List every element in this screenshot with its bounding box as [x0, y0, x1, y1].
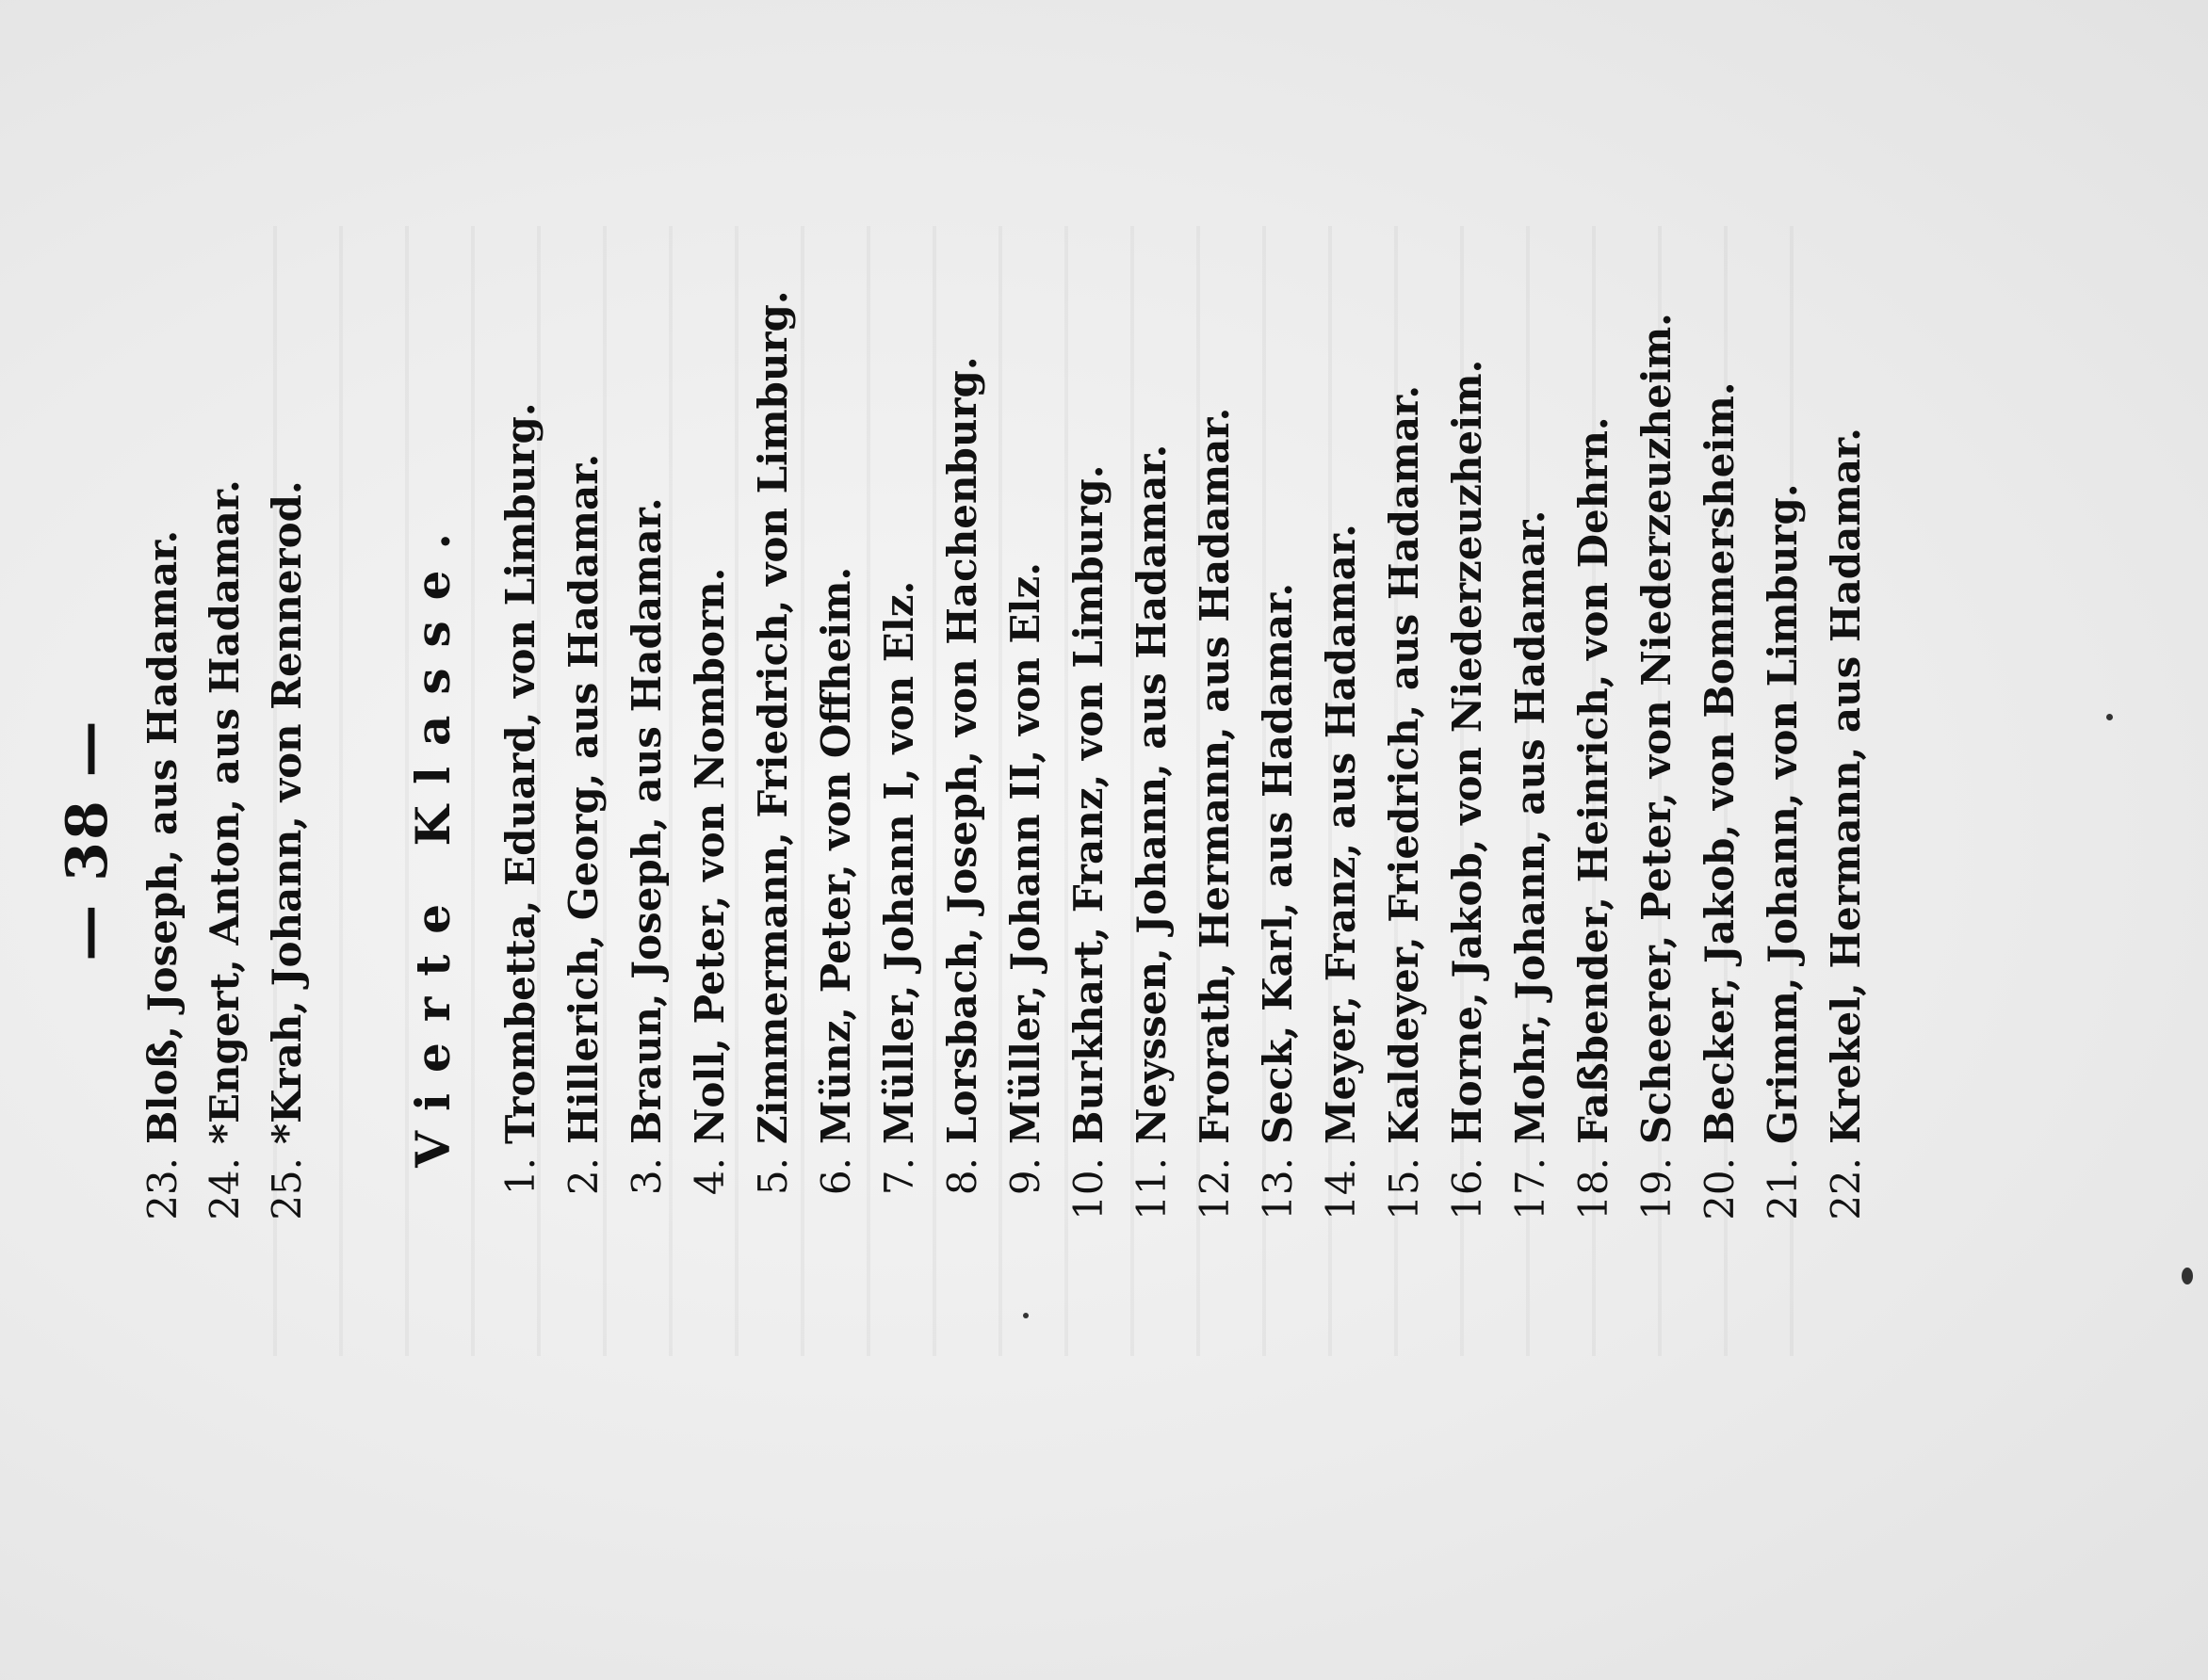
entry-text: Mohr, Johann, aus Hadamar.	[1507, 509, 1553, 1144]
entry-text: Noll, Peter, von Nomborn.	[687, 567, 733, 1144]
entry-number: 22.	[1823, 1157, 1869, 1220]
entry-number: 13.	[1255, 1157, 1301, 1220]
entry-text: Bloß, Joseph, aus Hadamar.	[139, 529, 186, 1144]
entry-text: Zimmermann, Friedrich, von Limburg.	[750, 290, 796, 1144]
list-item	[1815, 37, 1877, 1261]
entry-text: Müller, Johann I, von Elz.	[876, 580, 922, 1144]
entry-text: Trombetta, Eduard, von Limburg.	[497, 402, 544, 1144]
list-item	[1184, 37, 1246, 1261]
entry-number: 4.	[687, 1157, 733, 1196]
entry-number: 24.	[202, 1157, 248, 1220]
entry-text: Braun, Joseph, aus Hadamar.	[624, 497, 670, 1144]
entry-text: Müller, Johann II, von Elz.	[1002, 562, 1048, 1144]
entry-text: Burkhart, Franz, von Limburg.	[1065, 464, 1112, 1144]
class-heading-text: Vierte Klasse.	[405, 512, 461, 1168]
list-item	[869, 37, 931, 1261]
entry-number: 5.	[750, 1157, 796, 1196]
entry-text: Grimm, Johann, von Limburg.	[1760, 483, 1806, 1144]
list-item	[1626, 37, 1688, 1261]
list-item	[1121, 37, 1183, 1261]
entry-text: Lorsbach, Joseph, von Hachenburg.	[939, 356, 985, 1144]
list-item	[1247, 37, 1309, 1261]
entry-number: 23.	[139, 1157, 186, 1220]
scan-speck	[2182, 1268, 2193, 1284]
entry-text: Neyssen, Johann, aus Hadamar.	[1128, 444, 1175, 1144]
entry-number: 18.	[1570, 1157, 1616, 1220]
entry-number: 8.	[939, 1157, 985, 1196]
page-number-text: — 38 —	[55, 719, 121, 961]
entry-text: Kaldeyer, Friedrich, aus Hadamar.	[1381, 385, 1427, 1144]
entry-text: Horne, Jakob, von Niederzeuzheim.	[1444, 359, 1490, 1144]
entry-number: 17.	[1507, 1157, 1553, 1220]
entry-text: Hillerich, Georg, aus Hadamar.	[560, 453, 607, 1144]
list-item	[616, 37, 678, 1261]
list-item	[995, 37, 1057, 1261]
entry-text: Frorath, Hermann, aus Hadamar.	[1192, 407, 1238, 1144]
entry-text: Scheerer, Peter, von Niederzeuzheim.	[1633, 313, 1680, 1144]
entry-text: *Engert, Anton, aus Hadamar.	[202, 479, 248, 1144]
list-item	[490, 37, 552, 1261]
list-item	[256, 37, 318, 1261]
scan-speck	[2106, 714, 2113, 720]
entry-number: 2.	[560, 1157, 607, 1196]
entry-text: Becker, Jakob, von Bommersheim.	[1697, 381, 1743, 1144]
list-item	[742, 37, 804, 1261]
list-item	[1752, 37, 1814, 1261]
entry-number: 6.	[813, 1157, 859, 1196]
entry-number: 7.	[876, 1157, 922, 1196]
entry-number: 19.	[1633, 1157, 1680, 1220]
list-item	[553, 37, 615, 1261]
entry-number: 21.	[1760, 1157, 1806, 1220]
class-heading	[405, 0, 461, 1680]
entry-number: 3.	[624, 1157, 670, 1196]
entry-number: 20.	[1697, 1157, 1743, 1220]
list-item	[132, 37, 194, 1261]
list-item	[805, 37, 868, 1261]
entry-number: 14.	[1318, 1157, 1364, 1220]
list-item	[1689, 37, 1751, 1261]
entry-number: 25.	[264, 1157, 310, 1220]
list-item	[1563, 37, 1625, 1261]
entry-text: Münz, Peter, von Offheim.	[813, 566, 859, 1144]
list-item	[932, 37, 994, 1261]
list-item	[1058, 37, 1120, 1261]
scan-speck	[1023, 1313, 1029, 1318]
page-number	[55, 0, 121, 1680]
entry-text: Meyer, Franz, aus Hadamar.	[1318, 524, 1364, 1144]
list-item	[1310, 37, 1372, 1261]
entry-number: 11.	[1128, 1157, 1175, 1220]
entry-number: 12.	[1192, 1157, 1238, 1220]
entry-number: 1.	[497, 1157, 544, 1196]
entry-number: 16.	[1444, 1157, 1490, 1220]
list-item	[194, 37, 256, 1261]
entry-number: 15.	[1381, 1157, 1427, 1220]
entry-number: 9.	[1002, 1157, 1048, 1196]
entry-text: Seck, Karl, aus Hadamar.	[1255, 582, 1301, 1144]
list-item	[1373, 37, 1436, 1261]
list-item	[1437, 37, 1499, 1261]
entry-number: 10.	[1065, 1157, 1112, 1220]
entry-text: Faßbender, Heinrich, von Dehrn.	[1570, 416, 1616, 1144]
list-item	[1500, 37, 1562, 1261]
list-item	[679, 37, 741, 1261]
entry-text: *Krah, Johann, von Rennerod.	[264, 480, 310, 1144]
entry-text: Krekel, Hermann, aus Hadamar.	[1823, 428, 1869, 1144]
